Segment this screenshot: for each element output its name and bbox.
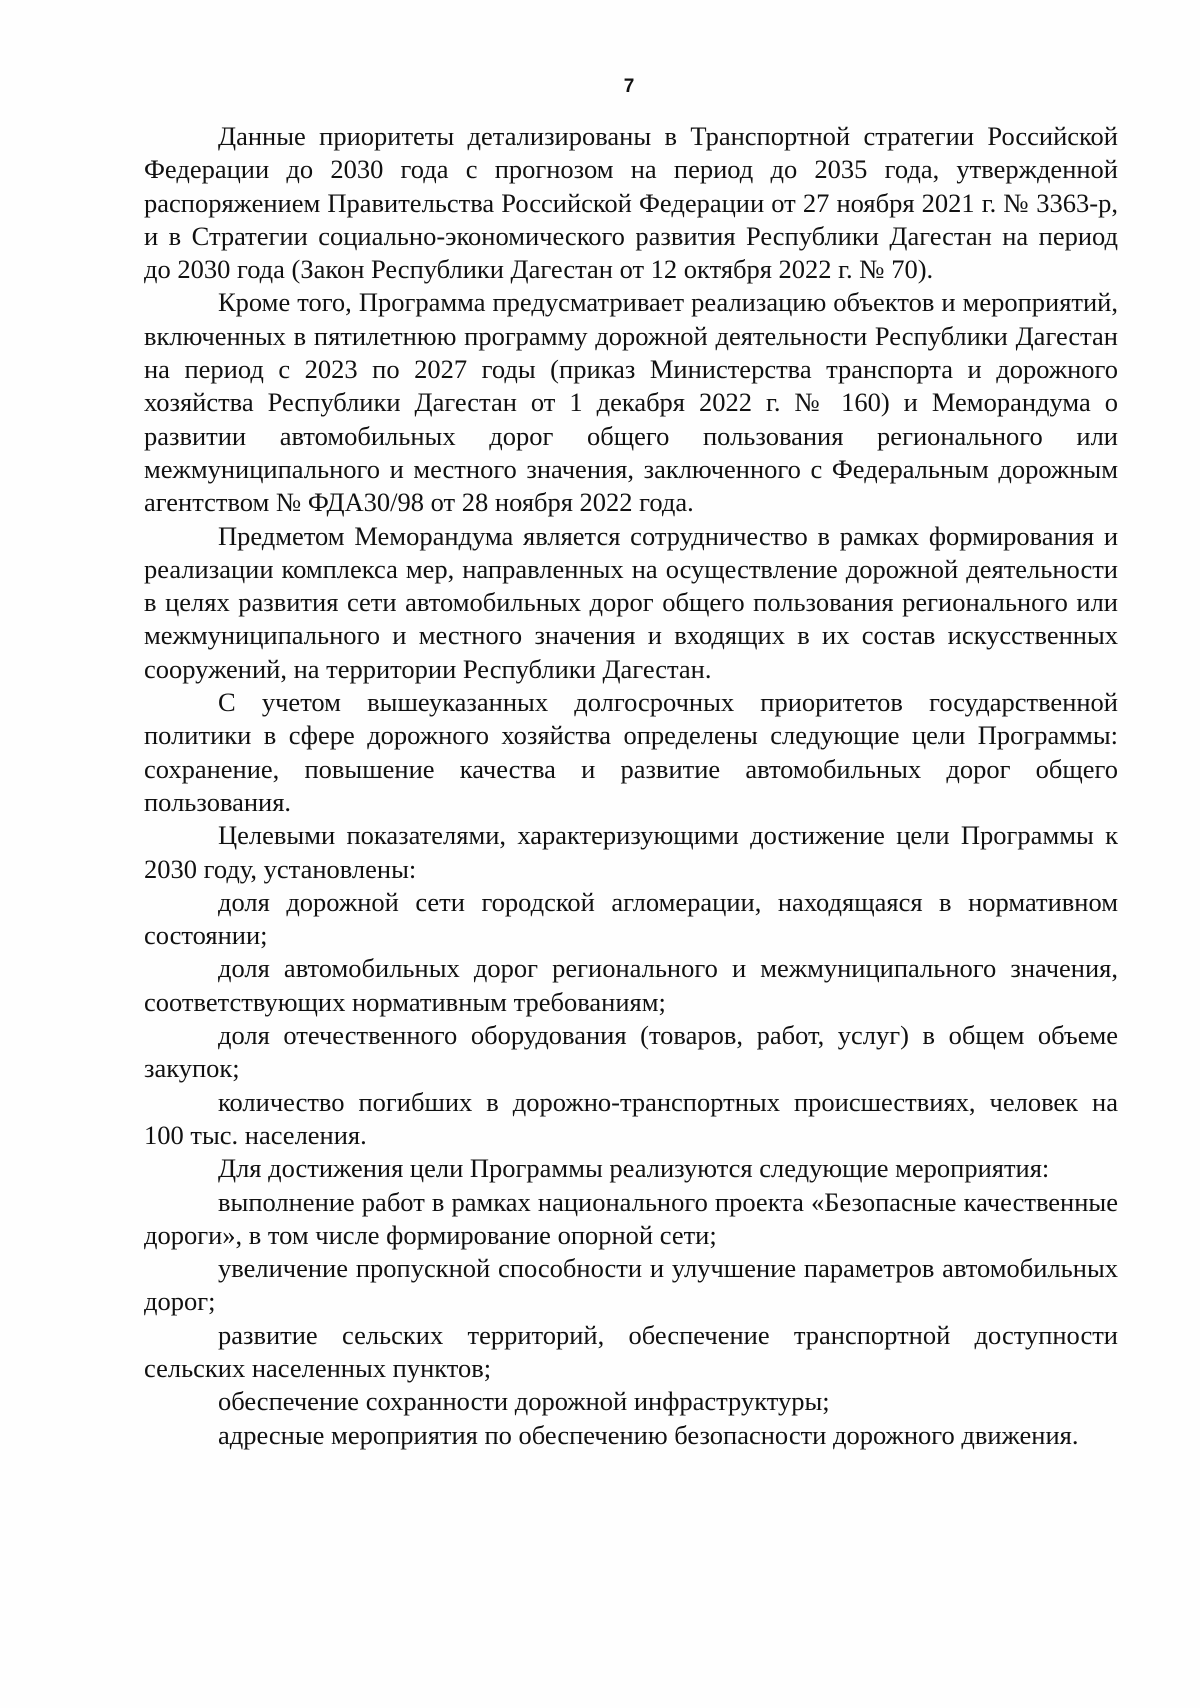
measure-item: адресные мероприятия по обеспечению безопасности дорожного движения.	[218, 1419, 1079, 1450]
paragraph-program-goals: С учетом вышеуказанных долгосрочных приоритетов государственной политики в сфере дорожного хозяйства определены следующие цели Программы: сохранение, повышение качества и развитие автомобильных дорог общего пользования.	[144, 687, 1118, 817]
page-number: 7	[623, 76, 635, 97]
indicator-item: количество погибших в дорожно-транспортных происшествиях, человек на 100 тыс. населения.	[144, 1086, 1118, 1150]
measure-item: выполнение работ в рамках национального проекта «Безопасные качественные дороги», в том числе формирование опорной сети;	[144, 1186, 1118, 1250]
paragraph-priorities: Данные приоритеты детализированы в Транспортной стратегии Российской Федерации до 2030 года с прогнозом на период до 2035 года, утвержденной распоряжением Правительства Российской Федерации от 27 ноября 2021 г. № 3363-р, и в Стратегии социально-экономического развития Республики Дагестан на период до 2030 года (Закон Республики Дагестан от 12 октября 2022 г. № 70).	[144, 121, 1118, 285]
measure-item: развитие сельских территорий, обеспечение транспортной доступности сельских населенных пунктов;	[144, 1319, 1118, 1383]
measure-item: увеличение пропускной способности и улучшение параметров автомобильных дорог;	[144, 1253, 1118, 1317]
paragraph-target-indicators: Целевыми показателями, характеризующими достижение цели Программы к 2030 году, установлены:	[144, 820, 1118, 884]
indicator-item: доля дорожной сети городской агломерации, находящаяся в нормативном состоянии;	[144, 886, 1118, 951]
paragraph-memorandum-subject: Предметом Меморандума является сотрудничество в рамках формирования и реализации комплекса мер, направленных на осуществление дорожной деятельности в целях развития сети автомобильных дорог общего пользования регионального или межмуниципального и местного значения и входящих в их состав искусственных сооружений, на территории Республики Дагестан.	[144, 520, 1118, 684]
paragraph-program-objects: Кроме того, Программа предусматривает реализацию объектов и мероприятий, включенных в пятилетнюю программу дорожной деятельности Республики Дагестан на период с 2023 по 2027 годы (приказ Министерства транспорта и дорожного хозяйства Республики Дагестан от 1 декабря 2022 г. № 160) и Меморандума о развитии автомобильных дорог общего пользования регионального или межмуниципального и местного значения, заключенного с Федеральным дорожным агентством № ФДА30/98 от 28 ноября 2022 года.	[144, 287, 1118, 518]
measure-item: обеспечение сохранности дорожной инфраструктуры;	[218, 1386, 830, 1417]
indicator-item: доля автомобильных дорог регионального и межмуниципального значения, соответствующих нормативным требованиям;	[144, 953, 1118, 1017]
paragraph-measures-intro: Для достижения цели Программы реализуются следующие мероприятия:	[218, 1153, 1050, 1184]
indicator-item: доля отечественного оборудования (товаров, работ, услуг) в общем объеме закупок;	[144, 1020, 1118, 1084]
document-body	[144, 120, 1118, 1452]
